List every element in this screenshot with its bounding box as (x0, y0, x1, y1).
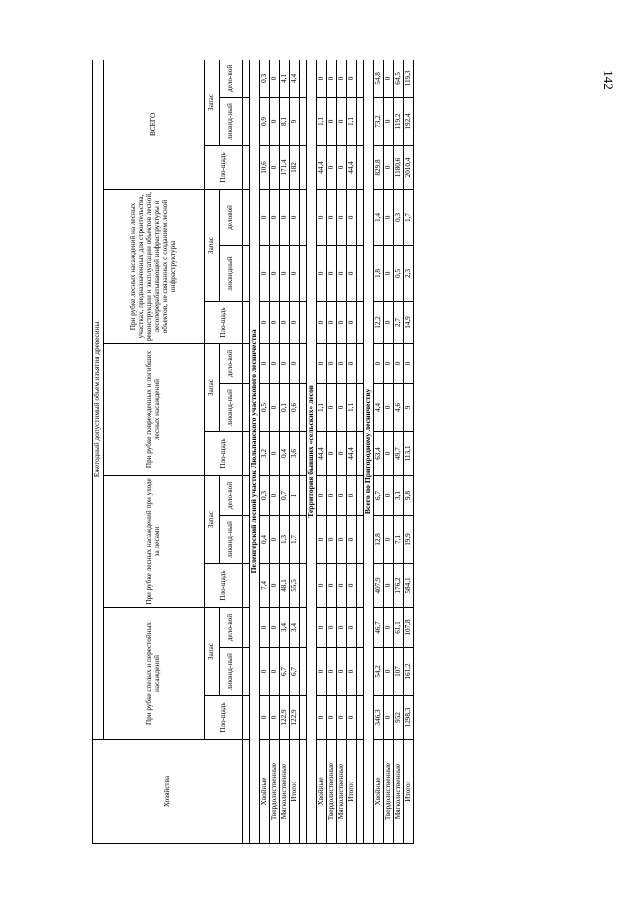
table-cell: 0 (337, 384, 347, 432)
table-cell: 0 (384, 384, 394, 432)
table-cell: 0,1 (280, 384, 290, 432)
table-cell: 0 (337, 190, 347, 246)
table-cell: 0,3 (260, 476, 270, 516)
table-cell: 0 (337, 608, 347, 648)
table-cell: 0 (337, 146, 347, 190)
header-business: деловой (220, 190, 243, 246)
section-title: Пеленгерский лесной участок Люльпанского участкового лесничества (250, 60, 260, 844)
table-cell: 8,1 (280, 98, 290, 146)
header-group-care: При рубке лесных насаждений при уходе за лесами (104, 476, 205, 608)
header-group-damaged: При рубке поврежденных и погибших лесных насаждений (104, 344, 205, 476)
section-row (307, 60, 317, 844)
table-cell: 0 (327, 516, 337, 564)
table-cell: 0 (347, 302, 357, 344)
table-cell: 0,3 (260, 60, 270, 98)
table-cell: 119,3 (404, 60, 414, 98)
table-cell: 0,4 (260, 516, 270, 564)
header-business: дело-вой (220, 476, 243, 516)
table-cell: 64,5 (394, 60, 404, 98)
table-cell: 0 (270, 476, 280, 516)
table-cell: 0 (327, 696, 337, 740)
table-cell: 19,9 (404, 516, 414, 564)
header-business: дело-вой (220, 344, 243, 384)
header-area: Пло-щадь (205, 302, 243, 344)
table-cell: 829,8 (374, 146, 384, 190)
table-cell: 1,7 (290, 516, 300, 564)
table-row (290, 60, 300, 844)
row-label: Твердолиственные (327, 740, 337, 844)
table-cell: 63,4 (374, 432, 384, 476)
header-stock: Запас (205, 190, 220, 302)
table-cell: 0 (270, 432, 280, 476)
table-cell: 0 (270, 344, 280, 384)
table-cell: 0 (347, 344, 357, 384)
table-cell: 952 (394, 696, 404, 740)
table-cell: 0 (260, 648, 270, 696)
table-cell: 1,7 (404, 190, 414, 246)
table-cell: 14,9 (404, 302, 414, 344)
table-cell: 0 (337, 60, 347, 98)
table-cell: 119,2 (394, 98, 404, 146)
table-cell: 0 (394, 344, 404, 384)
table-cell: 0 (260, 302, 270, 344)
table-cell: 0 (384, 648, 394, 696)
table-cell: 0 (317, 608, 327, 648)
header-top: Ежегодный допустимый объем изъятия древесины (93, 60, 104, 740)
table-cell: 0 (290, 246, 300, 302)
header-stock: Запас (205, 608, 220, 696)
header-stock: Запас (205, 476, 220, 564)
table-cell: 0 (337, 432, 347, 476)
header-liquid: ликвид-ный (220, 98, 243, 146)
table-cell: 0 (317, 564, 327, 608)
header-liquid: ликвид-ный (220, 384, 243, 432)
table-cell: 0 (270, 302, 280, 344)
table-cell: 0 (280, 190, 290, 246)
table-row (260, 60, 270, 844)
table-cell: 0 (327, 648, 337, 696)
table-cell: 0 (384, 190, 394, 246)
table-cell: 0 (327, 302, 337, 344)
table-cell: 0 (270, 648, 280, 696)
table-cell: 161,2 (404, 648, 414, 696)
table-cell: 0 (317, 302, 327, 344)
header-area: Пло-щадь (205, 432, 243, 476)
table-cell: 0 (270, 60, 280, 98)
table-cell: 346,3 (374, 696, 384, 740)
table-cell: 3,4 (290, 608, 300, 648)
row-label: Хвойные (317, 740, 327, 844)
table-cell: 2,3 (404, 246, 414, 302)
section-title: Территория бывших «сельских» лесов (307, 60, 317, 844)
table-cell: 0 (327, 190, 337, 246)
section-row (364, 60, 374, 844)
table-cell: 0 (260, 246, 270, 302)
table-cell: 55,5 (290, 564, 300, 608)
header-stock: Запас (205, 60, 220, 146)
table-cell: 0 (384, 432, 394, 476)
header-liquid: ликвид-ный (220, 648, 243, 696)
table-cell: 3,4 (280, 608, 290, 648)
table-cell: 122,9 (290, 696, 300, 740)
table-row (337, 60, 347, 844)
table-cell: 10,6 (260, 146, 270, 190)
header-group-total: ВСЕГО (104, 60, 205, 190)
table-cell: 0 (327, 564, 337, 608)
table-cell: 0,5 (394, 246, 404, 302)
table-cell: 1,1 (347, 384, 357, 432)
blank-row (357, 60, 364, 844)
table-cell: 0 (347, 696, 357, 740)
table-cell: 0 (270, 608, 280, 648)
table-row (270, 60, 280, 844)
table-cell: 176,2 (394, 564, 404, 608)
table-cell: 0 (384, 344, 394, 384)
table-cell: 0 (337, 476, 347, 516)
table-row (327, 60, 337, 844)
table-cell: 48,1 (280, 564, 290, 608)
table-cell: 0 (260, 608, 270, 648)
table-cell: 9,8 (404, 476, 414, 516)
table-cell: 0 (347, 516, 357, 564)
table-cell: 3,2 (260, 432, 270, 476)
table-cell: 1,3 (280, 516, 290, 564)
table-cell: 107 (394, 648, 404, 696)
table-cell: 182 (290, 146, 300, 190)
table-cell: 0 (374, 344, 384, 384)
table-cell: 2,7 (394, 302, 404, 344)
table-cell: 4,4 (374, 384, 384, 432)
table-cell: 0 (290, 344, 300, 384)
header-liquid: ликвид-ный (220, 516, 243, 564)
table-cell: 192,4 (404, 98, 414, 146)
row-label: Твердолиственные (270, 740, 280, 844)
table-cell: 0 (260, 696, 270, 740)
blank-row (243, 60, 250, 844)
row-label: Хвойные (374, 740, 384, 844)
page-number: 142 (600, 70, 616, 90)
section-row (250, 60, 260, 844)
table-cell: 0 (337, 344, 347, 384)
rotated-table-frame (92, 60, 447, 844)
table-cell: 0 (337, 98, 347, 146)
table-cell: 113,1 (404, 432, 414, 476)
table-cell: 0 (280, 302, 290, 344)
table-cell: 46,7 (374, 608, 384, 648)
table-cell: 171,4 (280, 146, 290, 190)
header-business: дело-вой (220, 60, 243, 98)
table-cell: 73,2 (374, 98, 384, 146)
table-cell: 0 (327, 432, 337, 476)
table-cell: 0 (404, 344, 414, 384)
header-area: Пло-щадь (205, 146, 243, 190)
table-cell: 0,9 (260, 98, 270, 146)
table-cell: 0 (347, 648, 357, 696)
table-cell: 0 (270, 190, 280, 246)
table-cell: 0 (317, 60, 327, 98)
table-cell: 44,4 (317, 432, 327, 476)
table-cell: 0 (270, 564, 280, 608)
table-cell: 12,8 (374, 516, 384, 564)
table-cell: 7,1 (394, 516, 404, 564)
table-cell: 0 (327, 344, 337, 384)
header-area: Пло-щадь (205, 564, 243, 608)
table-cell: 1,8 (374, 246, 384, 302)
table-cell: 0 (317, 344, 327, 384)
table-cell: 0,4 (280, 432, 290, 476)
row-label: Итого: (347, 740, 357, 844)
row-label: Итого: (290, 740, 300, 844)
header-business: дело-вой (220, 608, 243, 648)
table-cell: 0 (337, 302, 347, 344)
table-cell: 0 (290, 302, 300, 344)
table-cell: 1,1 (317, 98, 327, 146)
table-cell: 61,1 (394, 608, 404, 648)
table-cell: 3,6 (290, 432, 300, 476)
table-cell: 0 (384, 516, 394, 564)
table-cell: 54,8 (374, 60, 384, 98)
table-cell: 49,7 (394, 432, 404, 476)
table-cell: 0 (347, 564, 357, 608)
table-cell: 0,5 (260, 384, 270, 432)
table-cell: 0 (384, 246, 394, 302)
row-label: Хвойные (260, 740, 270, 844)
header-group-infrastructure: При рубке лесных насаждений на лесных участках, предназначенных для строительства, реконструкции и эксплуатации объектов лесной, лесоперерабатывающей инфраструктуры и объектов, не связанных с созданием лесной инфраструктуры (104, 190, 205, 344)
table-row (394, 60, 404, 844)
table-cell: 0 (337, 648, 347, 696)
table-cell: 0 (260, 344, 270, 384)
table-body (250, 60, 414, 844)
table-cell: 0 (327, 384, 337, 432)
table-cell: 0 (327, 98, 337, 146)
table-rotator (92, 60, 447, 844)
table-cell: 1,1 (317, 384, 327, 432)
header-farms: Хозяйства (93, 740, 243, 844)
table-cell: 7,4 (260, 564, 270, 608)
table-cell: 0 (270, 696, 280, 740)
table-cell: 3,1 (394, 476, 404, 516)
table-cell: 107,8 (404, 608, 414, 648)
table-cell: 0 (384, 476, 394, 516)
table-cell: 12,2 (374, 302, 384, 344)
table-cell: 0 (327, 608, 337, 648)
table-cell: 9 (290, 98, 300, 146)
header-stock: Запас (205, 344, 220, 432)
table-cell: 0 (260, 190, 270, 246)
header-group-mature: При рубке спелых и перестойных насаждений (104, 608, 205, 740)
row-label: Мягколиственные (337, 740, 347, 844)
table-cell: 1298,3 (404, 696, 414, 740)
table-cell: 0 (270, 246, 280, 302)
table-cell: 4,6 (394, 384, 404, 432)
table-row (384, 60, 394, 844)
table-cell: 0 (384, 98, 394, 146)
table-cell: 0 (317, 476, 327, 516)
table-cell: 0 (347, 246, 357, 302)
section-title: Всего по Пригородному лесничеству (364, 60, 374, 844)
harvest-volume-table (92, 60, 414, 844)
table-cell: 407,9 (374, 564, 384, 608)
table-cell: 0 (347, 60, 357, 98)
table-cell: 0 (270, 516, 280, 564)
table-cell: 0 (337, 246, 347, 302)
table-cell: 44,4 (347, 146, 357, 190)
table-cell: 0 (384, 564, 394, 608)
table-cell: 6,7 (374, 476, 384, 516)
table-cell: 0 (347, 190, 357, 246)
table-cell: 44,4 (347, 432, 357, 476)
table-cell: 0 (280, 344, 290, 384)
table-row (280, 60, 290, 844)
table-cell: 0 (337, 696, 347, 740)
table-cell: 2010,4 (404, 146, 414, 190)
table-cell: 54,2 (374, 648, 384, 696)
table-row (404, 60, 414, 844)
table-cell: 0 (317, 190, 327, 246)
row-label: Итого: (404, 740, 414, 844)
header-area: Пло-щадь (205, 696, 243, 740)
table-cell: 0,6 (290, 384, 300, 432)
table-cell: 0 (317, 246, 327, 302)
blank-row (300, 60, 307, 844)
table-cell: 6,7 (280, 648, 290, 696)
table-cell: 584,1 (404, 564, 414, 608)
table-cell: 0 (270, 98, 280, 146)
table-cell: 4,1 (280, 60, 290, 98)
table-cell: 0 (327, 246, 337, 302)
table-cell: 122,9 (280, 696, 290, 740)
table-cell: 1,1 (347, 98, 357, 146)
row-label: Мягколиственные (280, 740, 290, 844)
table-row (347, 60, 357, 844)
table-cell: 1,4 (374, 190, 384, 246)
table-cell: 9 (404, 384, 414, 432)
table-cell: 0 (327, 146, 337, 190)
table-row (374, 60, 384, 844)
table-cell: 0 (384, 302, 394, 344)
table-cell: 0 (290, 190, 300, 246)
table-cell: 0 (384, 146, 394, 190)
table-row (317, 60, 327, 844)
row-label: Мягколиственные (394, 740, 404, 844)
table-cell: 6,7 (290, 648, 300, 696)
row-label: Твердолиственные (384, 740, 394, 844)
table-cell: 0 (337, 516, 347, 564)
table-cell: 0 (317, 696, 327, 740)
table-cell: 0 (327, 476, 337, 516)
table-cell: 4,4 (290, 60, 300, 98)
table-cell: 1180,6 (394, 146, 404, 190)
table-cell: 0 (347, 608, 357, 648)
table-cell: 44,4 (317, 146, 327, 190)
table-cell: 0 (327, 60, 337, 98)
table-cell: 0,3 (394, 190, 404, 246)
table-cell: 0 (270, 146, 280, 190)
table-cell: 0 (384, 60, 394, 98)
table-cell: 0 (280, 246, 290, 302)
table-cell: 1 (290, 476, 300, 516)
table-cell: 0 (270, 384, 280, 432)
table-cell: 0 (384, 608, 394, 648)
table-cell: 0 (384, 696, 394, 740)
table-cell: 0 (317, 516, 327, 564)
table-cell: 0 (347, 476, 357, 516)
table-cell: 0,7 (280, 476, 290, 516)
table-cell: 0 (337, 564, 347, 608)
table-cell: 0 (317, 648, 327, 696)
header-liquid: ликвидный (220, 246, 243, 302)
